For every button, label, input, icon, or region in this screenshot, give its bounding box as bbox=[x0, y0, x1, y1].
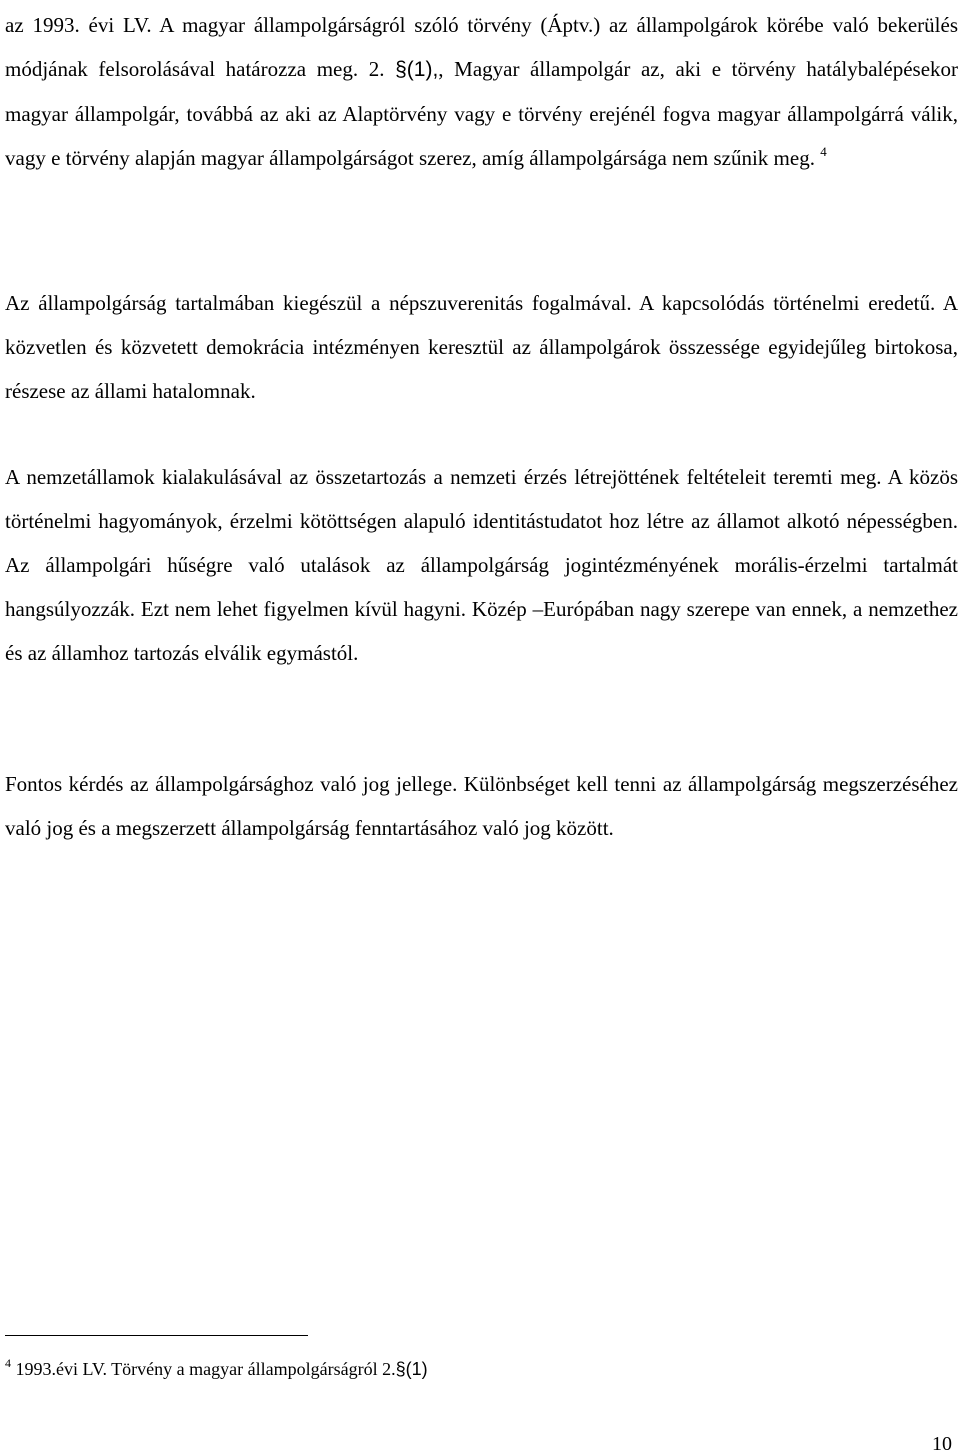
footnote-divider bbox=[5, 1335, 308, 1336]
paragraph-4: Fontos kérdés az állampolgársághoz való jog jellege. Különbséget kell tenni az állampolgárság megszerzéséhez való jog és a megszerzett állampolgárság fenntartásához való jog között. bbox=[5, 772, 958, 840]
footnote-number: 4 bbox=[5, 1356, 11, 1370]
page-number: 10 bbox=[932, 1433, 952, 1455]
section-sign: §(1), bbox=[395, 58, 439, 81]
paragraph-3: A nemzetállamok kialakulásával az összetartozás a nemzeti érzés létrejöttének feltételeit teremti meg. A közös történelmi hagyományok, érzelmi kötöttségen alapuló identitástudatot hoz létre az államot alkotó népességben. Az állampolgári hűségre való utalások az állampolgárság jogintézményének morális-érzelmi tartalmát hangsúlyozzák. Ezt nem lehet figyelmen kívül hagyni. Közép –Európában nagy szerepe van ennek, a nemzethez és az államhoz tartozás elválik egymástól. bbox=[5, 465, 958, 665]
paragraph-2: Az állampolgárság tartalmában kiegészül a népszuverenitás fogalmával. A kapcsolódás történelmi eredetű. A közvetlen és közvetett demokrácia intézményen keresztül az állampolgárok összessége egyidejűleg birtokosa, részese az állami hatalomnak. bbox=[5, 291, 958, 403]
footnote-text: 1993.évi LV. Törvény a magyar állampolgárságról 2. bbox=[15, 1359, 396, 1379]
footnote-section-sign: §(1) bbox=[395, 1359, 428, 1379]
paragraph-1-text-a: az 1993. évi LV. A magyar állampolgárságról szóló törvény (Áptv.) az állampolgárok körébe való bekerülés módjának felsorolásával határozza meg. 2. bbox=[5, 13, 958, 81]
footnote-reference[interactable]: 4 bbox=[820, 144, 827, 159]
paragraph-1-text-b: , Magyar állampolgár az, aki e törvény hatálybalépésekor magyar állampolgár, továbbá az aki az Alaptörvény vagy e törvény erejénél fogva magyar állampolgárrá válik, vagy e törvény alapján magyar állampolgárságot szerez, amíg állampolgársága nem szűnik meg. bbox=[5, 57, 959, 170]
footnote bbox=[5, 1356, 428, 1382]
paragraph-1 bbox=[5, 3, 958, 180]
